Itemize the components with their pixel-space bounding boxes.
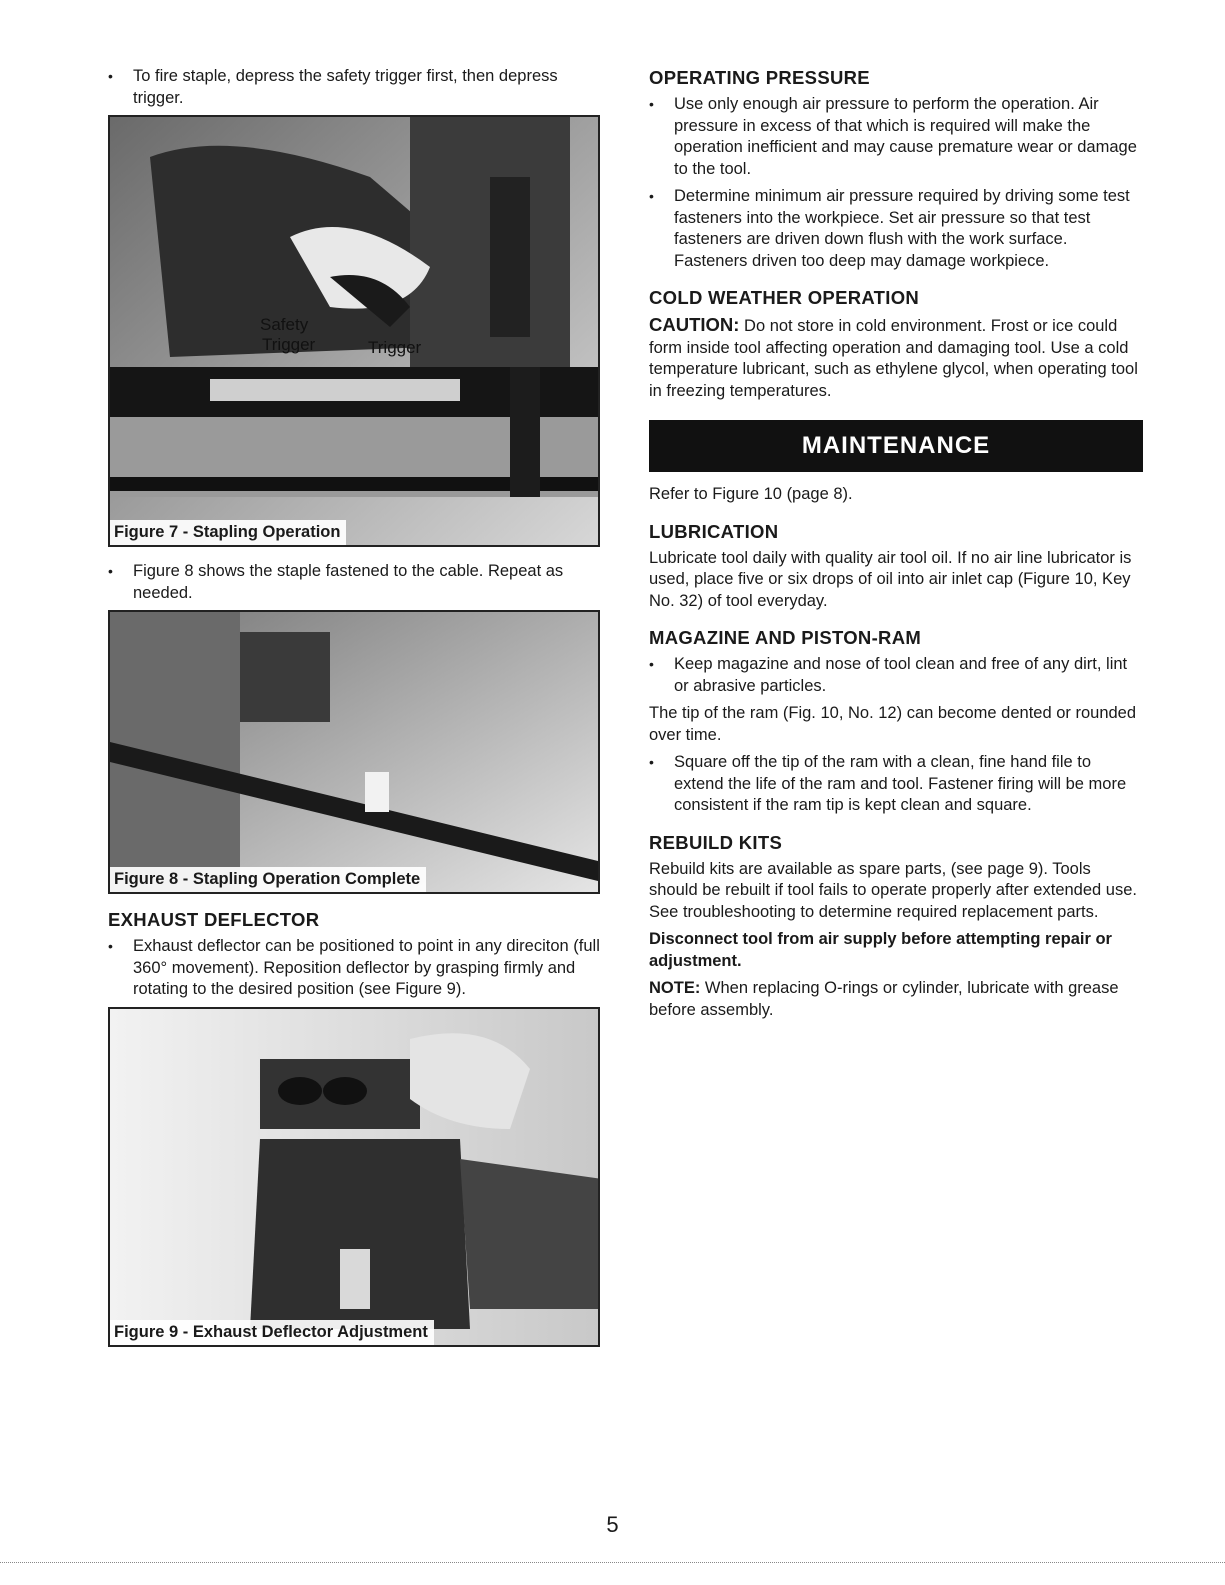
- figure-9-caption: Figure 9 - Exhaust Deflector Adjustment: [110, 1320, 434, 1345]
- rebuild-kits-text: Rebuild kits are available as spare parts, (see page 9). Tools should be rebuilt if tool fails to operate properly after extended use. See troubleshooting to determine required replacement parts.: [649, 859, 1137, 921]
- exhaust-deflector-bullet: • Exhaust deflector can be positioned to point in any direciton (full 360° movement). Reposition deflector by grasping firmly and rotating to the desired position (see Figure 9).: [108, 936, 600, 1001]
- bottom-divider: [0, 1562, 1225, 1563]
- magazine-bullet-2: • Square off the tip of the ram with a clean, fine hand file to extend the life of the ram and tool. Fastener firing will be more consistent if the ram tip is kept clean and square.: [649, 752, 1143, 817]
- left-column: [108, 66, 600, 1347]
- operating-pressure-bullet-1: • Use only enough air pressure to perform the operation. Air pressure in excess of that which is required will make the operation inefficient and may cause premature wear or damage to the tool.: [649, 94, 1143, 180]
- exhaust-deflector-heading: EXHAUST DEFLECTOR: [108, 909, 320, 930]
- note-paragraph: [649, 978, 1143, 1021]
- fire-staple-bullet: • To fire staple, depress the safety trigger first, then depress trigger.: [108, 66, 600, 109]
- safety-trigger-label-line2: Trigger: [262, 335, 316, 354]
- caution-paragraph: [649, 314, 1143, 402]
- figure-8-bullet: • Figure 8 shows the staple fastened to the cable. Repeat as needed.: [108, 561, 600, 604]
- trigger-label: Trigger: [368, 338, 422, 357]
- figure-7-caption: Figure 7 - Stapling Operation: [110, 520, 346, 545]
- figure-9: [108, 1007, 600, 1347]
- figure-9-photo: [110, 1009, 600, 1347]
- ram-tip-text: The tip of the ram (Fig. 10, No. 12) can become dented or rounded over time.: [649, 704, 1137, 744]
- figure-8-caption: Figure 8 - Stapling Operation Complete: [110, 867, 426, 892]
- refer-figure-text: Refer to Figure 10 (page 8).: [649, 485, 853, 503]
- disconnect-warning: Disconnect tool from air supply before attempting repair or adjustment.: [649, 930, 1112, 970]
- caution-text: Do not store in cold environment. Frost or ice could form inside tool affecting operation and damaging tool. Use a cold temperature lubricant, such as ethylene glycol, when operating tool in freezing temperatures.: [649, 317, 1138, 400]
- note-label: NOTE:: [649, 979, 701, 997]
- safety-trigger-label-line1: Safety: [260, 315, 309, 334]
- caution-label: CAUTION:: [649, 314, 740, 335]
- cold-weather-heading: COLD WEATHER OPERATION: [649, 287, 920, 308]
- maintenance-banner: MAINTENANCE: [649, 420, 1143, 472]
- lubrication-text: Lubricate tool daily with quality air tool oil. If no air line lubricator is used, place five or six drops of oil into air inlet cap (Figure 10, Key No. 32) of tool everyday.: [649, 548, 1132, 610]
- figure-8-photo: [110, 612, 600, 894]
- magazine-heading: MAGAZINE AND PISTON-RAM: [649, 627, 922, 648]
- magazine-bullet-1: • Keep magazine and nose of tool clean and free of any dirt, lint or abrasive particles.: [649, 654, 1143, 697]
- operating-pressure-bullet-2: • Determine minimum air pressure required by driving some test fasteners into the workpiece. Set air pressure so that test fasteners are driven down flush with the work surface. Fasteners driven too deep may damage workpiece.: [649, 186, 1143, 272]
- rebuild-kits-heading: REBUILD KITS: [649, 831, 783, 853]
- lubrication-heading: LUBRICATION: [649, 520, 779, 542]
- page-number: 5: [606, 1512, 619, 1537]
- figure-7: [108, 115, 600, 547]
- operating-pressure-heading: OPERATING PRESSURE: [649, 67, 870, 88]
- note-text: When replacing O-rings or cylinder, lubricate with grease before assembly.: [649, 979, 1119, 1019]
- figure-7-photo: [110, 117, 600, 547]
- figure-8: [108, 610, 600, 894]
- right-column: [649, 66, 1143, 1027]
